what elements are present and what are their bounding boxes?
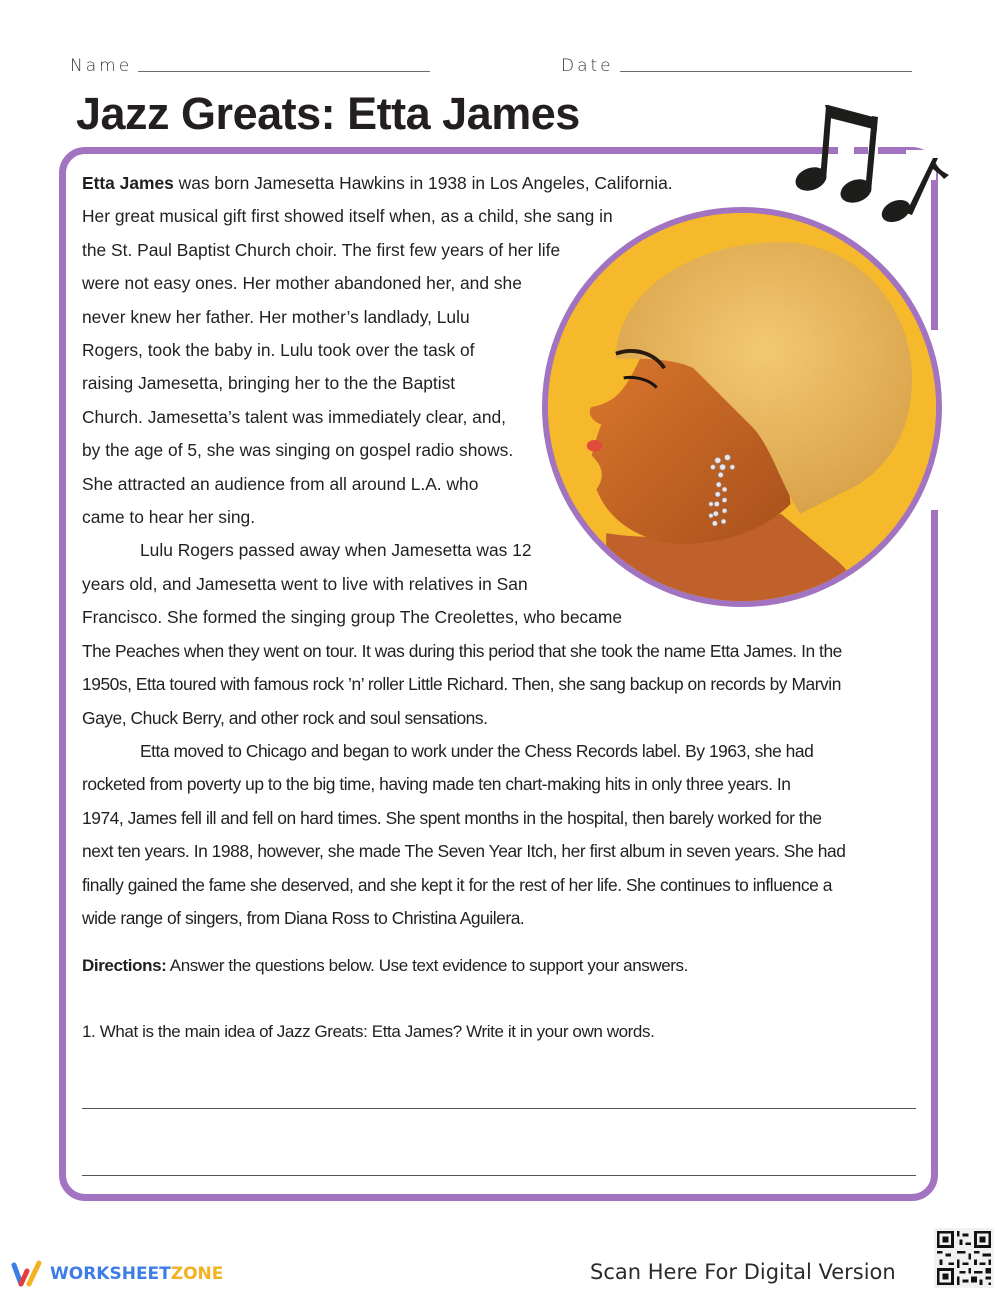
- text-line: 1974, James fell ill and fell on hard times. She spent months in the hospital, then barely worked for the: [82, 807, 822, 828]
- text-line: years old, and Jamesetta went to live with relatives in San: [82, 573, 528, 594]
- text-line: The Peaches when they went on tour. It was during this period that she took the name Etta James. In the: [82, 640, 842, 661]
- article-body: [82, 167, 932, 935]
- date-input-line[interactable]: [620, 71, 912, 72]
- text-line: by the age of 5, she was singing on gospel radio shows.: [82, 440, 514, 461]
- answer-line-2[interactable]: [82, 1175, 916, 1176]
- text-line: Etta James was born Jamesetta Hawkins in 1938 in Los Angeles, California.: [82, 173, 673, 193]
- scan-prompt: Scan Here For Digital Version: [590, 1260, 896, 1284]
- logo-mark-icon: [10, 1259, 46, 1289]
- text-line: came to hear her sing.: [82, 507, 256, 528]
- text-line: finally gained the fame she deserved, and she kept it for the rest of her life. She continues to influence a: [82, 874, 832, 895]
- date-field[interactable]: [561, 56, 912, 76]
- text-line: were not easy ones. Her mother abandoned her, and she: [82, 273, 522, 294]
- text-line: Lulu Rogers passed away when Jamesetta was 12: [140, 540, 532, 561]
- logo-text-worksheet: WORKSHEET: [50, 1264, 171, 1284]
- directions: [82, 956, 688, 976]
- text-line: wide range of singers, from Diana Ross to Christina Aguilera.: [82, 907, 525, 928]
- answer-line-1[interactable]: [82, 1108, 916, 1109]
- paragraph-2: [82, 534, 932, 734]
- page-title: Jazz Greats: Etta James: [76, 88, 580, 139]
- text-line: raising Jamesetta, bringing her to the the Baptist: [82, 373, 456, 394]
- text-line: Etta moved to Chicago and began to work under the Chess Records label. By 1963, she had: [140, 740, 814, 761]
- directions-text: Answer the questions below. Use text evidence to support your answers.: [166, 956, 688, 975]
- text-line: Rogers, took the baby in. Lulu took over the task of: [82, 340, 475, 361]
- logo-text-zone: ZONE: [170, 1264, 224, 1284]
- text-line: the St. Paul Baptist Church choir. The first few years of her life: [82, 239, 561, 260]
- text-line: Church. Jamesetta’s talent was immediately clear, and,: [82, 406, 507, 427]
- text-line: next ten years. In 1988, however, she made The Seven Year Itch, her first album in seven years. She had: [82, 841, 846, 862]
- text-line: Francisco. She formed the singing group The Creolettes, who became: [82, 607, 623, 628]
- text-line: rocketed from poverty up to the big time, having made ten chart-making hits in only three years. In: [82, 774, 791, 795]
- paragraph-3: [82, 735, 932, 935]
- qr-code-icon[interactable]: [934, 1228, 994, 1288]
- directions-label: Directions:: [82, 956, 167, 975]
- question-1: [82, 1022, 654, 1042]
- question-text: What is the main idea of Jazz Greats: Etta James? Write it in your own words.: [99, 1022, 655, 1041]
- question-number: 1.: [82, 1022, 96, 1041]
- text-line: Gaye, Chuck Berry, and other rock and soul sensations.: [82, 707, 488, 728]
- name-field[interactable]: [70, 56, 430, 76]
- name-input-line[interactable]: [138, 71, 430, 72]
- name-label: Name: [70, 56, 133, 76]
- worksheetzone-logo[interactable]: [10, 1259, 223, 1289]
- text-line: 1950s, Etta toured with famous rock ’n’ roller Little Richard. Then, she sang backup on records by Marvin: [82, 674, 841, 695]
- date-label: Date: [561, 56, 614, 76]
- text-line: She attracted an audience from all around L.A. who: [82, 473, 479, 494]
- text-line: never knew her father. Her mother’s landlady, Lulu: [82, 306, 470, 327]
- text-line: Her great musical gift first showed itself when, as a child, she sang in: [82, 206, 613, 227]
- paragraph-1: [82, 167, 932, 534]
- lead-name: Etta James: [82, 173, 174, 193]
